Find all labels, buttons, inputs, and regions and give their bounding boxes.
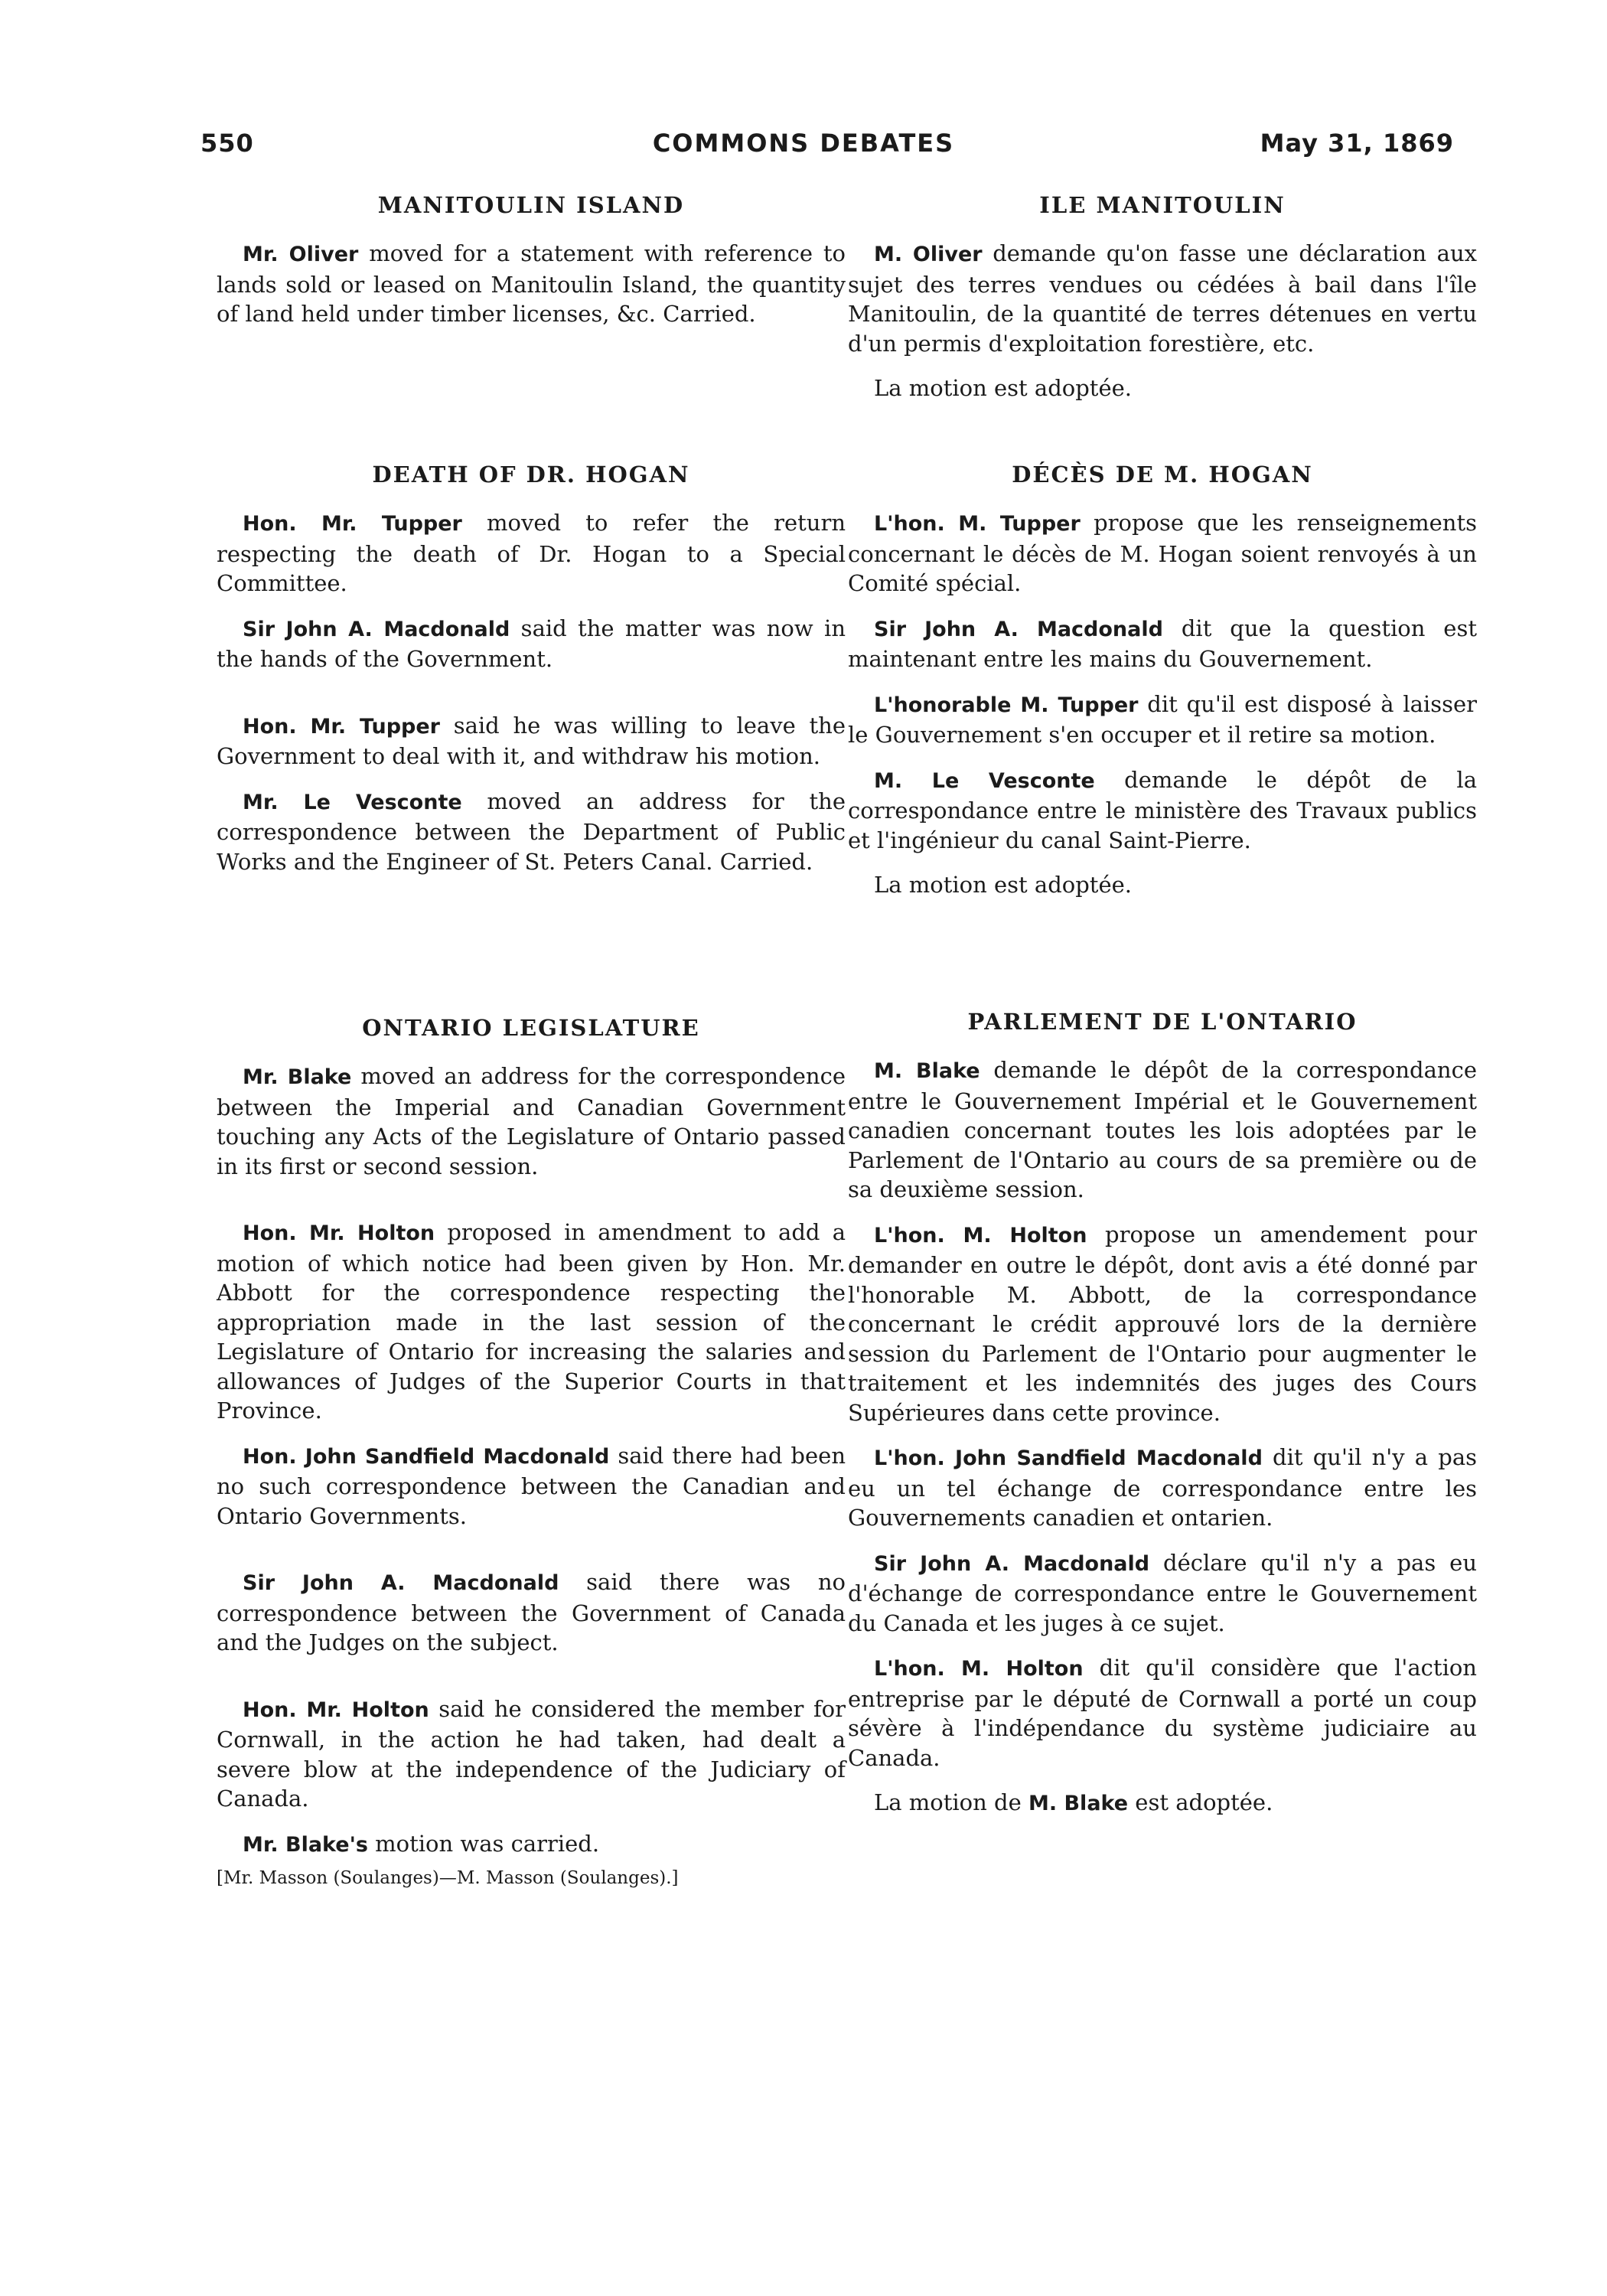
section-heading: DEATH OF DR. HOGAN (372, 461, 690, 488)
speaker-name: Mr. Blake's (243, 1832, 368, 1857)
translator-note: [Mr. Masson (Soulanges)—M. Masson (Soulanges).] (217, 1868, 679, 1888)
paragraph (848, 239, 1477, 358)
speaker-name: M. Blake (1028, 1792, 1129, 1815)
speaker-name: M. Oliver (874, 243, 983, 266)
paragraph-text: said he considered the member for Cornwall, in the action he had taken, had dealt a severe blow at the independence of the Judiciary of Canada. (217, 1695, 846, 1812)
speaker-name: Hon. Mr. Holton (243, 1698, 429, 1722)
speaker-name: Mr. Le Vesconte (243, 790, 462, 814)
paragraph-text: moved for a statement with reference to lands sold or leased on Manitoulin Island, the quantity of land held under timber licenses, &c. Carried. (217, 240, 846, 327)
paragraph-text: said there was no correspondence between the Government of Canada and the Judges on the subject. (217, 1569, 846, 1655)
paragraph-text: propose que les renseignements concernant le décès de M. Hogan soient renvoyés à un Comité spécial. (848, 510, 1477, 596)
paragraph-text: dit que la question est maintenant entre les mains du Gouvernement. (848, 615, 1477, 672)
running-title: COMMONS DEBATES (652, 129, 955, 158)
paragraph-text: motion was carried. (367, 1830, 600, 1857)
paragraph-text: proposed in amendment to add a motion of which notice had been given by Hon. Mr. Abbott for the correspondence respecting the appropriation made in the last session of the Legislature of Ontario for increasing the salaries and allowances of Judges of the Superior Courts in that Province. (217, 1219, 846, 1424)
paragraph (848, 1653, 1477, 1773)
speaker-name: Hon. Mr. Tupper (243, 714, 440, 739)
speaker-name: L'hon. John Sandfield Macdonald (874, 1446, 1263, 1470)
paragraph-text: demande le dépôt de la correspondance entre le ministère des Travaux publics et l'ingénieur du canal Saint-Pierre. (848, 766, 1477, 853)
paragraph (848, 1443, 1477, 1533)
paragraph (217, 711, 846, 771)
paragraph-text: propose un amendement pour demander en outre le dépôt, dont avis a été donné par l'honorable M. Abbott, de la correspondance concernant le crédit approuvé lors de la dernière session du Parlement de l'Ontario pour augmenter le traitement et les indemnités des juges des Cours Supérieures dans cette province. (848, 1221, 1477, 1426)
paragraph (217, 1218, 846, 1426)
paragraph-text: est adoptée. (1128, 1789, 1273, 1815)
speaker-name: L'hon. M. Holton (874, 1657, 1084, 1681)
paragraph-text: said the matter was now in the hands of the Government. (217, 615, 846, 672)
paragraph-text: moved to refer the return respecting the death of Dr. Hogan to a Special Committee. (217, 510, 846, 596)
paragraph-text: déclare qu'il n'y a pas eu d'échange de correspondance entre le Gouvernement du Canada et les juges à ce sujet. (848, 1549, 1477, 1636)
page-date: May 31, 1869 (1260, 129, 1454, 158)
paragraph-prefix: La motion de (874, 1789, 1028, 1815)
paragraph-text: La motion est adoptée. (874, 375, 1132, 401)
paragraph-text: dit qu'il est disposé à laisser le Gouvernement s'en occuper et il retire sa motion. (848, 690, 1477, 748)
paragraph (848, 373, 1477, 403)
speaker-name: Sir John A. Macdonald (243, 617, 510, 641)
speaker-name: Sir John A. Macdonald (243, 1571, 559, 1595)
paragraph (848, 1055, 1477, 1205)
paragraph (848, 870, 1477, 900)
speaker-name: Mr. Oliver (243, 243, 359, 266)
paragraph (217, 1694, 846, 1814)
section-heading: MANITOULIN ISLAND (377, 192, 685, 218)
paragraph-text: dit qu'il considère que l'action entreprise par le député de Cornwall a porté un coup sévère à l'indépendance du système judiciaire au Canada. (848, 1655, 1477, 1771)
paragraph-text: demande le dépôt de la correspondance entre le Gouvernement Impérial et le Gouvernement canadien concernant toutes les lois adoptées par le Parlement de l'Ontario au cours de sa première ou de sa deuxième session. (848, 1057, 1477, 1202)
section-ontario-fr (848, 1008, 1477, 1835)
paragraph-text: said he was willing to leave the Government to deal with it, and withdraw his motion. (217, 712, 846, 769)
section-heading: PARLEMENT DE L'ONTARIO (967, 1009, 1358, 1035)
speaker-name: L'honorable M. Tupper (874, 693, 1139, 717)
speaker-name: Sir John A. Macdonald (874, 1551, 1150, 1576)
paragraph-text: moved an address for the correspondence between the Imperial and Canadian Government touching any Acts of the Legislature of Ontario passed in its first or second session. (217, 1063, 846, 1179)
paragraph-text: dit qu'il n'y a pas eu un tel échange de correspondance entre les Gouvernements canadien et ontarien. (848, 1444, 1477, 1531)
paragraph (217, 1567, 846, 1658)
paragraph-text: demande qu'on fasse une déclaration aux sujet des terres vendues ou cédées à bail dans l'île Manitoulin, de la quantité de terres détenues en vertu d'un permis d'exploitation forestière, etc. (848, 240, 1478, 357)
page-number: 550 (200, 129, 254, 158)
section-ontario-en (217, 1014, 846, 1890)
paragraph (217, 614, 846, 674)
paragraph (848, 690, 1477, 750)
paragraph (848, 614, 1477, 674)
paragraph (848, 765, 1477, 856)
section-hogan-fr (848, 461, 1477, 915)
speaker-name: L'hon. M. Holton (874, 1223, 1087, 1247)
paragraph-text: La motion est adoptée. (874, 872, 1132, 898)
paragraph (848, 1220, 1477, 1428)
speaker-name: Hon. John Sandfield Macdonald (243, 1444, 610, 1469)
paragraph (848, 1788, 1477, 1819)
speaker-name: M. Le Vesconte (874, 768, 1095, 793)
speaker-name: Sir John A. Macdonald (874, 617, 1163, 641)
paragraph (217, 787, 846, 877)
paragraph (217, 1062, 846, 1181)
paragraph (217, 1829, 846, 1861)
paragraph-text: moved an address for the correspondence between the Department of Public Works and the Engineer of St. Peters Canal. Carried. (217, 788, 846, 875)
paragraph (217, 1441, 846, 1531)
paragraph (217, 508, 846, 598)
speaker-name: Mr. Blake (243, 1065, 352, 1089)
section-manitoulin-fr (848, 191, 1477, 419)
section-heading: ILE MANITOULIN (1039, 192, 1286, 218)
paragraph (217, 239, 846, 329)
paragraph (848, 1548, 1477, 1639)
speaker-name: Hon. Mr. Tupper (243, 512, 462, 536)
paragraph (848, 508, 1477, 598)
speaker-name: L'hon. M. Tupper (874, 512, 1081, 536)
speaker-name: Hon. Mr. Holton (243, 1221, 435, 1245)
section-hogan-en (217, 461, 846, 892)
paragraph-text: said there had been no such correspondence between the Canadian and Ontario Governments. (217, 1442, 846, 1529)
section-heading: DÉCÈS DE M. HOGAN (1012, 461, 1313, 488)
section-manitoulin-en (217, 191, 846, 344)
section-heading: ONTARIO LEGISLATURE (362, 1015, 700, 1041)
speaker-name: M. Blake (874, 1059, 980, 1083)
